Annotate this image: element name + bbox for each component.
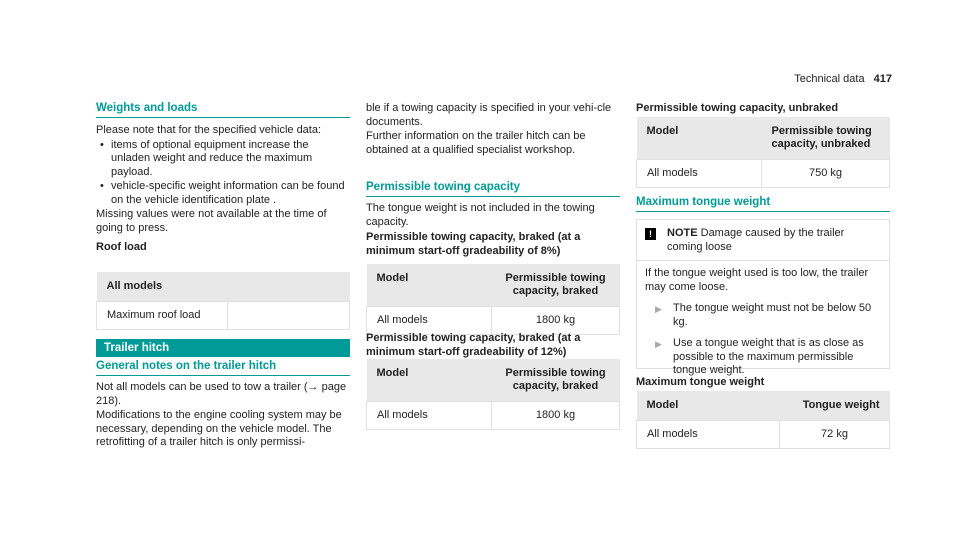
table-header: Tongue weight — [780, 391, 890, 421]
page-number: 417 — [873, 73, 892, 85]
general-notes-p2: Modifications to the engine cooling system may be necessary, depending on the vehicle model. The retrofitting of a trailer hitch is only permissi- — [96, 409, 342, 448]
general-notes-title: General notes on the trailer hitch — [96, 360, 350, 376]
note-heading: Damage caused by the trailer coming loose — [667, 227, 845, 253]
table-cell: 72 kg — [780, 421, 890, 449]
table-cell: All models — [367, 307, 492, 335]
table-header: Permissible towing capacity, braked — [492, 359, 620, 402]
note-body: If the tongue weight used is too low, the trailer may come loose. — [645, 267, 869, 293]
roof-load-title: Roof load — [96, 241, 147, 253]
ptc-12-title: Permissible towing capacity, braked (at a minimum start-off gradeability of 12%) — [366, 332, 581, 358]
table-header: Model — [367, 264, 492, 307]
roof-table-value — [228, 302, 350, 330]
table-cell: All models — [367, 402, 492, 430]
table-header: Model — [367, 359, 492, 402]
page-header — [794, 73, 892, 85]
further-info-text: Further information on the trailer hitch can be obtained at a qualified specialist workshop. — [366, 130, 586, 156]
unbraked-table — [636, 117, 890, 188]
weights-title: Weights and loads — [96, 102, 350, 118]
note-box — [636, 219, 890, 376]
general-notes-p1: Not all models can be used to tow a trailer (→ page 218). — [96, 381, 347, 407]
roof-table-label: Maximum roof load — [97, 302, 228, 330]
mtw-title: Maximum tongue weight — [636, 196, 890, 212]
table-header: Permissible towing capacity, unbraked — [762, 117, 890, 160]
warning-icon: ! — [645, 228, 656, 240]
table-cell: All models — [637, 160, 762, 188]
mtw-table — [636, 391, 890, 449]
mtw-subtitle: Maximum tongue weight — [636, 376, 765, 388]
table-header: Model — [637, 117, 762, 160]
table-header: Model — [637, 391, 780, 421]
table-header: Permissible towing capacity, braked — [492, 264, 620, 307]
note-label: NOTE — [667, 227, 698, 239]
ptc-title: Permissible towing capacity — [366, 181, 620, 197]
table-cell: All models — [637, 421, 780, 449]
bullet-item: • items of optional equipment increase the unladen weight and reduce the maximum payload. — [96, 139, 350, 180]
section-name: Technical data — [794, 73, 865, 85]
trailer-hitch-bar: Trailer hitch — [96, 339, 350, 357]
ptc-8-title: Permissible towing capacity, braked (at a minimum start-off gradeability of 8%) — [366, 231, 581, 257]
table-cell: 1800 kg — [492, 307, 620, 335]
roof-load-table — [96, 272, 350, 330]
ptc-12-table — [366, 359, 620, 430]
ptc-intro: The tongue weight is not included in the towing capacity. — [366, 202, 595, 228]
note-step: ▶ Use a tongue weight that is as close as possible to the maximum permissible tongue weight. — [645, 337, 881, 378]
table-cell: 1800 kg — [492, 402, 620, 430]
table-cell: 750 kg — [762, 160, 890, 188]
continued-text: ble if a towing capacity is specified in your vehi-cle documents. — [366, 102, 612, 128]
weights-intro: Please note that for the specified vehicle data: — [96, 124, 322, 136]
bullet-item: • vehicle-specific weight information can be found on the vehicle identification plate . — [96, 180, 350, 207]
unbraked-title: Permissible towing capacity, unbraked — [636, 102, 839, 114]
ptc-8-table — [366, 264, 620, 335]
missing-values-text: Missing values were not available at the time of going to press. — [96, 208, 327, 234]
roof-table-header: All models — [97, 272, 350, 302]
note-step: ▶ The tongue weight must not be below 50 kg. — [645, 302, 881, 329]
